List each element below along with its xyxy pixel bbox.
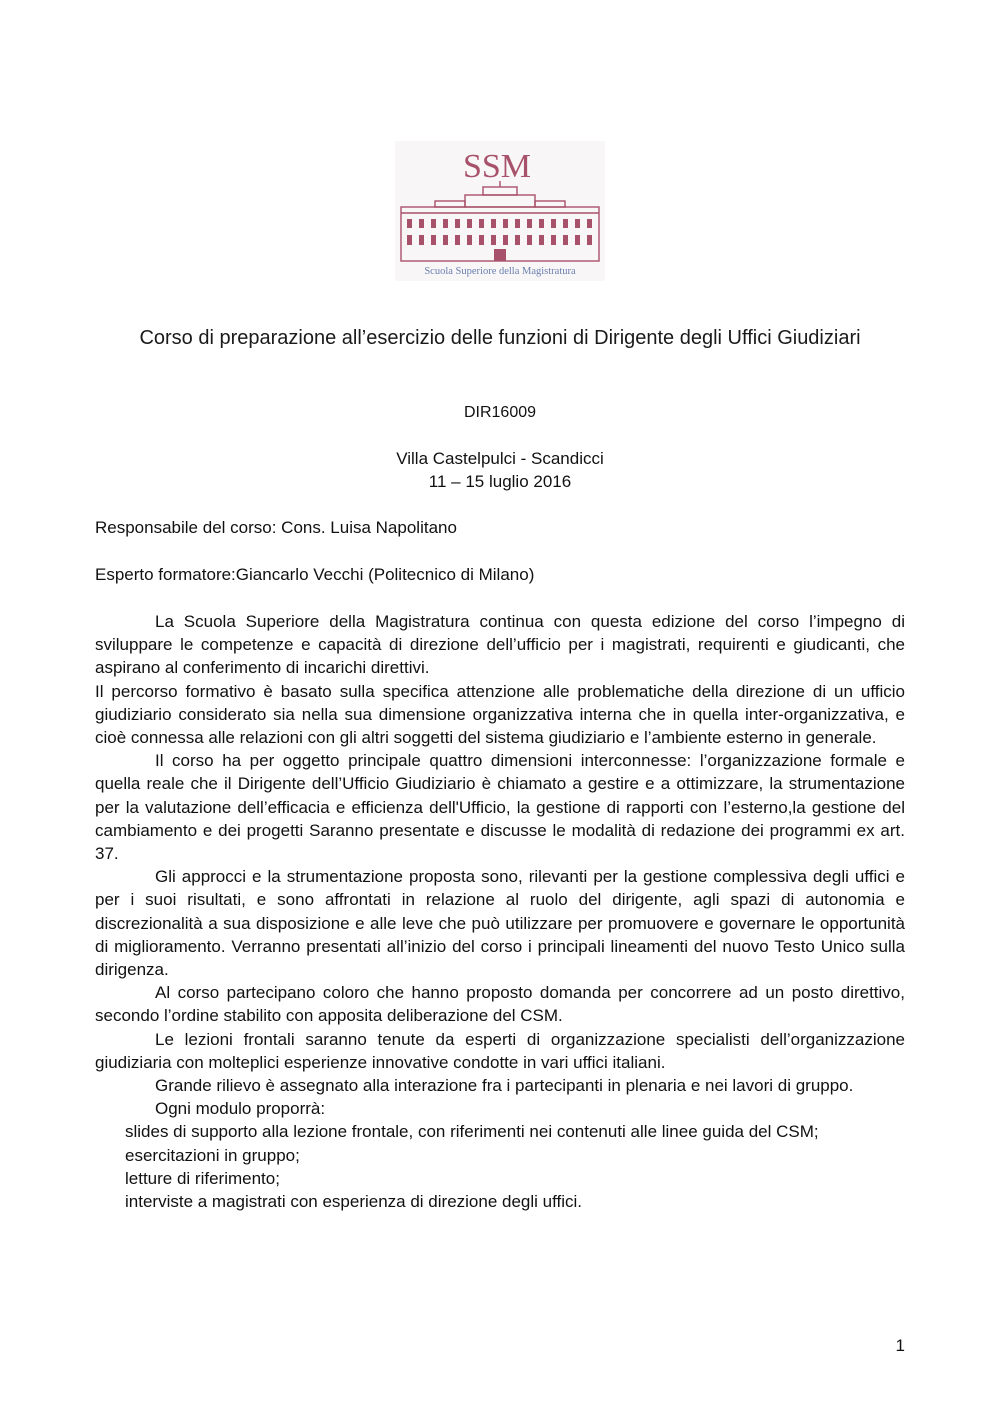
course-code: DIR16009 <box>463 404 537 421</box>
paragraph: Il percorso formativo è basato sulla specifica attenzione alle problematiche della direzione di un ufficio giudiziario considerato sia nella sua dimensione organizzativa interna che in quella inter-organizzativa, e cioè connessa alle relazioni con gli altri soggetti del sistema giudiziario e l’ambiente esterno in generale. <box>95 681 905 748</box>
paragraph: Ogni modulo proporrà: <box>155 1099 326 1119</box>
paragraph: La Scuola Superiore della Magistratura continua con questa edizione del corso l’impegno di sviluppare le competenze e capacità di direzione dell’ufficio per i magistrati, requirenti e giudicanti, che aspirano al conferimento di incarichi direttivi. <box>95 612 905 678</box>
course-expert: Esperto formatore:Giancarlo Vecchi (Politecnico di Milano) <box>95 565 535 584</box>
list-item: esercitazioni in gruppo; <box>125 1145 300 1165</box>
logo-caption: Scuola Superiore della Magistratura <box>424 266 576 277</box>
paragraph: Il corso ha per oggetto principale quattro dimensioni interconnesse: l’organizzazione formale e quella reale che il Dirigente dell’Ufficio Giudiziario è chiamato a gestire e a ottimizzare, la strumentazione per la valutazione dell’efficacia e efficienza dell'Ufficio, la gestione di rapporti con l’esterno,la gestione del cambiamento e dei progetti Saranno presentate e discusse le modalità di redazione dei programmi ex art. 37. <box>95 751 905 864</box>
list-item: letture di riferimento; <box>125 1168 280 1188</box>
ssm-logo <box>395 141 605 281</box>
course-location: Villa Castelpulci - Scandicci <box>396 449 604 468</box>
list-item: slides di supporto alla lezione frontale, con riferimenti nei contenuti alle linee guida del CSM; <box>125 1122 819 1142</box>
page-number: 1 <box>895 1336 905 1355</box>
module-list <box>95 1120 905 1213</box>
course-description <box>95 610 905 1213</box>
logo-letters: SSM <box>462 148 532 185</box>
paragraph: Le lezioni frontali saranno tenute da esperti di organizzazione specialisti dell’organizzazione giudiziaria con molteplici esperienze innovative condotte in vari uffici italiani. <box>95 1029 905 1072</box>
paragraph: Grande rilievo è assegnato alla interazione fra i partecipanti in plenaria e nei lavori di gruppo. <box>155 1076 854 1096</box>
paragraph: Al corso partecipano coloro che hanno proposto domanda per concorrere ad un posto direttivo, secondo l’ordine stabilito con apposita deliberazione del CSM. <box>95 983 905 1026</box>
course-responsible: Responsabile del corso: Cons. Luisa Napolitano <box>95 518 457 537</box>
course-title: Corso di preparazione all’esercizio delle funzioni di Dirigente degli Uffici Giudiziari <box>139 327 861 349</box>
list-item: interviste a magistrati con esperienza di direzione degli uffici. <box>125 1192 583 1212</box>
ssm-logo-graphic <box>395 141 605 281</box>
paragraph: Gli approcci e la strumentazione proposta sono, rilevanti per la gestione complessiva degli uffici e per i suoi risultati, e sono affrontati in relazione al ruolo del dirigente, agli spazi di autonomia e discrezionalità a sua disposizione e alle leve che può utilizzare per promuovere e governare le opportunità di miglioramento. Verranno presentati all’inizio del corso i principali lineamenti del nuovo Testo Unico sulla dirigenza. <box>95 867 905 980</box>
course-dates: 11 – 15 luglio 2016 <box>428 472 572 491</box>
